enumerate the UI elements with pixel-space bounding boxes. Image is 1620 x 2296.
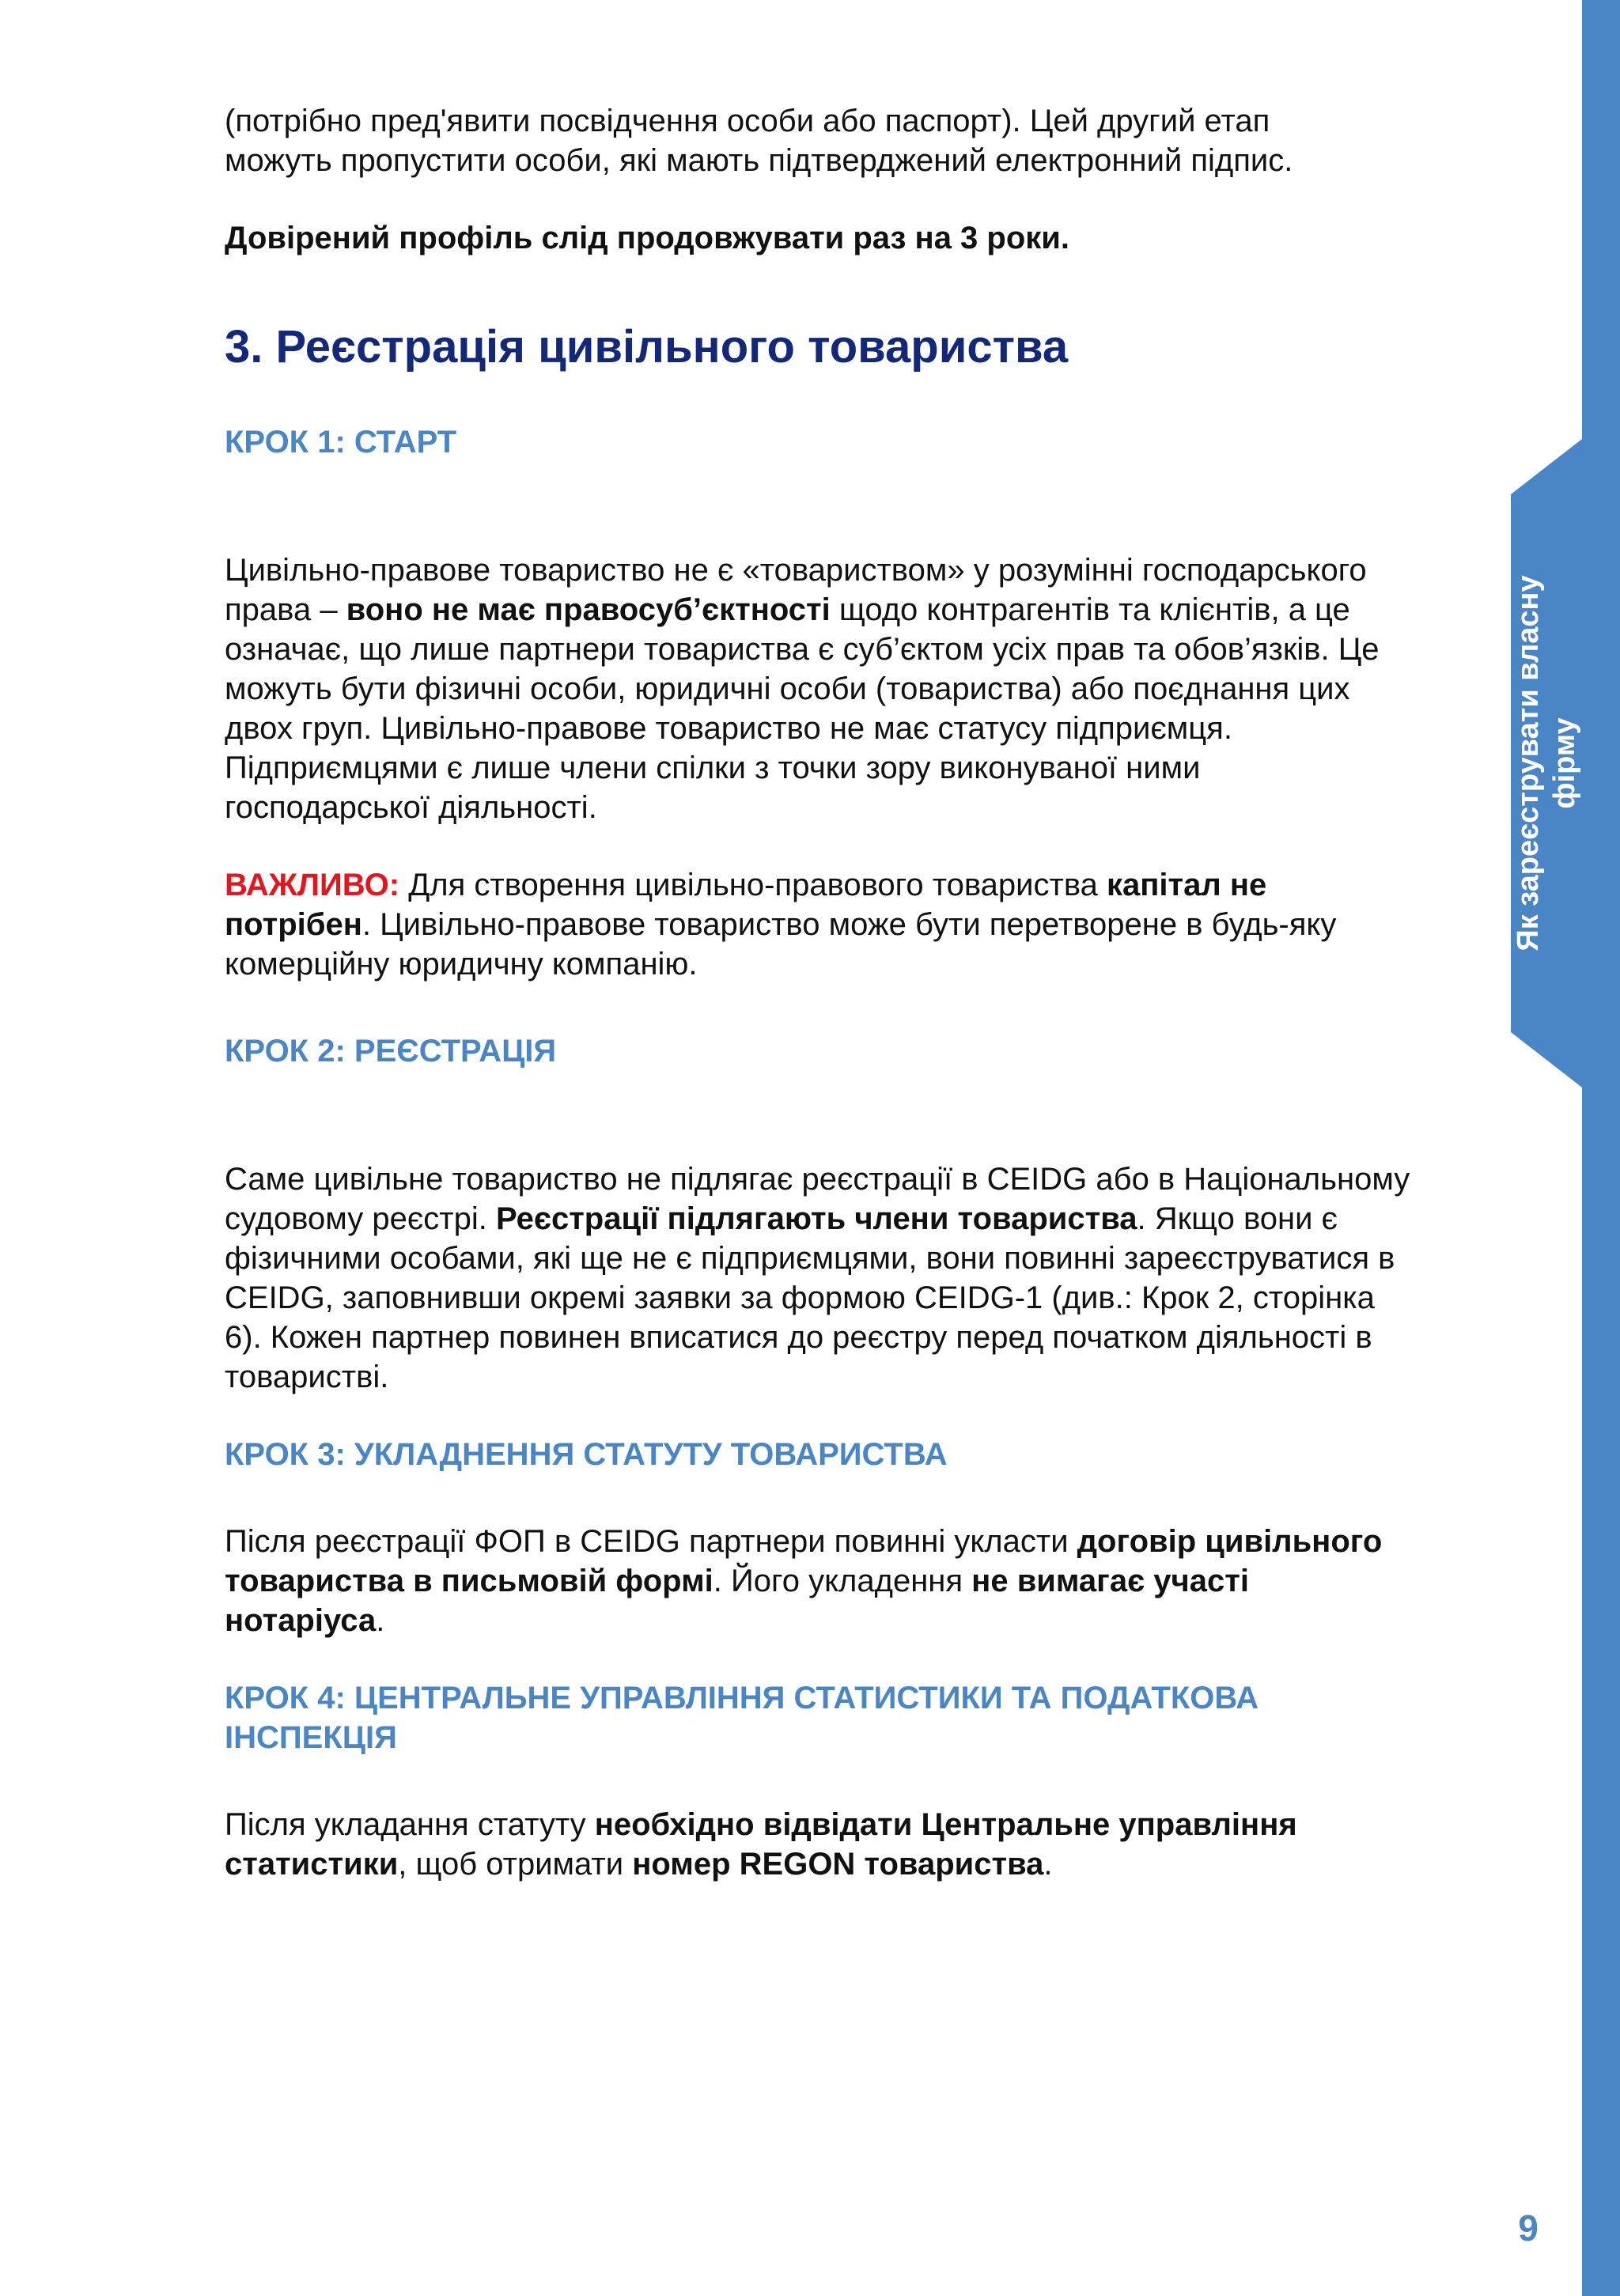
profile-renewal-note: Довірений профіль слід продовжувати раз на 3 роки. bbox=[225, 221, 1070, 255]
intro-line-1: (потрібно пред'явити посвідчення особи або паспорт). Цей другий етап bbox=[225, 104, 1270, 138]
important-label: ВАЖЛИВО: bbox=[225, 868, 400, 902]
step-1-paragraph: Цивільно-правове товариство не є «товариством» у розумінні господарського права – воно не має правосуб’єктності щодо контрагентів та клієнтів, а це означає, що лише партнери товариства є суб’єктом усіх прав та обов’язків. Це можуть бути фізичні особи, юридичні особи (товариства) або поєднання цих двох груп. Цивільно-правове товариство не має статусу підприємця. Підприємцями є лише члени спілки з точки зору виконуваної ними господарської діяльності. bbox=[225, 553, 1380, 825]
intro-line-2: можуть пропустити особи, які мають підтверджений електронний підпис. bbox=[225, 143, 1293, 178]
step-4-paragraph: Після укладання статуту необхідно відвідати Центральне управління статистики, щоб отримати номер REGON товариства. bbox=[225, 1807, 1297, 1882]
side-tab-line-1: Як зареєструвати власну bbox=[1512, 575, 1545, 951]
side-chapter-tab-label bbox=[1510, 575, 1583, 951]
intro-paragraph bbox=[225, 101, 1411, 180]
step-3-heading: КРОК 3: УКЛАДНЕННЯ СТАТУТУ ТОВАРИСТВА bbox=[225, 1437, 948, 1472]
step-4-heading: КРОК 4: ЦЕНТРАЛЬНЕ УПРАВЛІННЯ СТАТИСТИКИ ТА ПОДАТКОВА ІНСПЕКЦІЯ bbox=[225, 1681, 1259, 1755]
step-1-important-paragraph: ВАЖЛИВО: Для створення цивільно-правового товариства капітал не потрібен. Цивільно-правове товариство може бути перетворене в будь-яку комерційну юридичну компанію. bbox=[225, 868, 1337, 982]
step-1-heading: КРОК 1: СТАРТ bbox=[225, 425, 457, 460]
side-tab-line-2: фірму bbox=[1548, 717, 1581, 809]
page-content bbox=[225, 101, 1411, 1884]
side-accent-strip bbox=[1582, 0, 1620, 2296]
step-2-heading: КРОК 2: РЕЄСТРАЦІЯ bbox=[225, 1034, 557, 1069]
section-title: 3. Реєстрація цивільного товариства bbox=[225, 321, 1069, 373]
step-3-paragraph: Після реєстрації ФОП в CEIDG партнери повинні укласти договір цивільного товариства в письмовій формі. Його укладення не вимагає участі нотаріуса. bbox=[225, 1524, 1383, 1638]
page-number: 9 bbox=[1518, 2207, 1539, 2249]
step-2-paragraph: Саме цивільне товариство не підлягає реєстрації в CEIDG або в Національному судовому реєстрі. Реєстрації підлягають члени товариства. Якщо вони є фізичними особами, які ще не є підприємцями, вони повинні зареєструватися в CEIDG, заповнивши окремі заявки за формою CEIDG-1 (див.: Крок 2, сторінка 6). Кожен партнер повинен вписатися до реєстру перед початком діяльності в товаристві. bbox=[225, 1162, 1410, 1394]
